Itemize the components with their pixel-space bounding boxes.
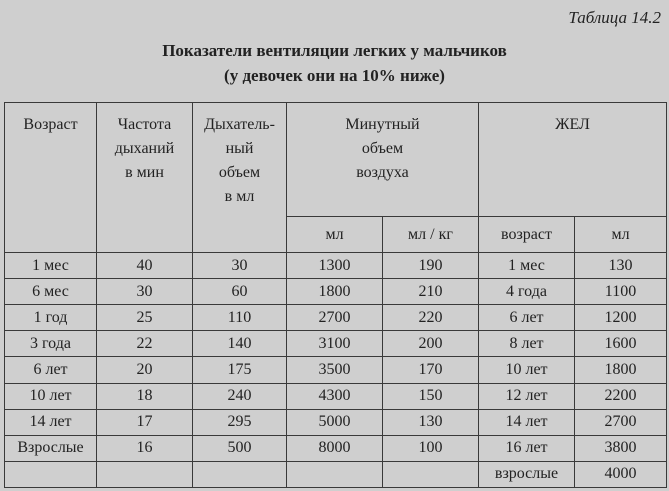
cell: 4300 — [287, 383, 383, 409]
cell: 1 мес — [5, 253, 97, 279]
cell: 1 мес — [479, 253, 575, 279]
cell: 1200 — [575, 305, 667, 331]
table-row — [5, 435, 667, 461]
cell: 110 — [193, 305, 287, 331]
table-row — [5, 357, 667, 383]
cell: 175 — [193, 357, 287, 383]
header-tidal-line: в мл — [224, 188, 255, 205]
cell: 4000 — [575, 461, 667, 487]
cell: 2700 — [575, 409, 667, 435]
title-line-2: (у девочек они на 10% ниже) — [224, 66, 445, 85]
cell: 10 лет — [479, 357, 575, 383]
cell: 500 — [193, 435, 287, 461]
cell: 6 лет — [5, 357, 97, 383]
cell: 25 — [97, 305, 193, 331]
table-row — [5, 409, 667, 435]
header-minute-line: объем — [361, 140, 404, 157]
header-tidal-line: Дыхатель- — [204, 116, 275, 133]
cell: 190 — [383, 253, 479, 279]
subheader-vc-age: возраст — [479, 217, 575, 253]
cell: 60 — [193, 279, 287, 305]
cell: 14 лет — [5, 409, 97, 435]
header-tidal-line: объем — [218, 164, 261, 181]
cell: 220 — [383, 305, 479, 331]
cell: 30 — [97, 279, 193, 305]
cell: 16 — [97, 435, 193, 461]
cell: 1800 — [287, 279, 383, 305]
cell: 3500 — [287, 357, 383, 383]
table-number: Таблица 14.2 — [568, 8, 661, 27]
header-tidal-volume — [193, 103, 287, 253]
table-title — [0, 38, 669, 88]
cell — [287, 461, 383, 487]
cell: 100 — [383, 435, 479, 461]
cell: 14 лет — [479, 409, 575, 435]
cell: 8 лет — [479, 331, 575, 357]
cell: 22 — [97, 331, 193, 357]
cell: 1100 — [575, 279, 667, 305]
cell: 1 год — [5, 305, 97, 331]
cell: 295 — [193, 409, 287, 435]
table-row — [5, 305, 667, 331]
cell: 12 лет — [479, 383, 575, 409]
cell: 1300 — [287, 253, 383, 279]
cell: 40 — [97, 253, 193, 279]
cell: 2200 — [575, 383, 667, 409]
subheader-vc-ml: мл — [575, 217, 667, 253]
header-breath-rate — [97, 103, 193, 253]
header-rate-line: дыханий — [114, 140, 175, 157]
cell: Взрослые — [5, 435, 97, 461]
cell: 8000 — [287, 435, 383, 461]
cell: 150 — [383, 383, 479, 409]
cell: 30 — [193, 253, 287, 279]
cell: 5000 — [287, 409, 383, 435]
cell: 170 — [383, 357, 479, 383]
cell: 20 — [97, 357, 193, 383]
cell: 140 — [193, 331, 287, 357]
cell: 200 — [383, 331, 479, 357]
subheader-ml: мл — [287, 217, 383, 253]
header-minute-line: воздуха — [356, 164, 409, 181]
cell: 6 мес — [5, 279, 97, 305]
cell — [383, 461, 479, 487]
cell: 3 года — [5, 331, 97, 357]
cell — [193, 461, 287, 487]
table-row — [5, 279, 667, 305]
cell: 130 — [383, 409, 479, 435]
table-row — [5, 383, 667, 409]
cell: 3800 — [575, 435, 667, 461]
header-vital-capacity: ЖЕЛ — [479, 103, 667, 217]
header-minute-volume — [287, 103, 479, 217]
cell: взрослые — [479, 461, 575, 487]
header-tidal-line: ный — [225, 140, 254, 157]
cell: 16 лет — [479, 435, 575, 461]
cell: 210 — [383, 279, 479, 305]
cell — [5, 461, 97, 487]
header-rate-line: Частота — [117, 116, 172, 133]
cell — [97, 461, 193, 487]
header-rate-line: в мин — [125, 164, 164, 181]
cell: 6 лет — [479, 305, 575, 331]
cell: 4 года — [479, 279, 575, 305]
cell: 18 — [97, 383, 193, 409]
ventilation-table — [4, 102, 667, 488]
header-age: Возраст — [5, 103, 97, 253]
cell: 2700 — [287, 305, 383, 331]
cell: 1600 — [575, 331, 667, 357]
header-minute-line: Минутный — [345, 116, 420, 133]
table-row — [5, 461, 667, 487]
cell: 130 — [575, 253, 667, 279]
table-row — [5, 253, 667, 279]
cell: 3100 — [287, 331, 383, 357]
table-row — [5, 331, 667, 357]
cell: 17 — [97, 409, 193, 435]
cell: 1800 — [575, 357, 667, 383]
cell: 10 лет — [5, 383, 97, 409]
cell: 240 — [193, 383, 287, 409]
subheader-ml-per-kg: мл / кг — [383, 217, 479, 253]
title-line-1: Показатели вентиляции легких у мальчиков — [162, 41, 507, 60]
